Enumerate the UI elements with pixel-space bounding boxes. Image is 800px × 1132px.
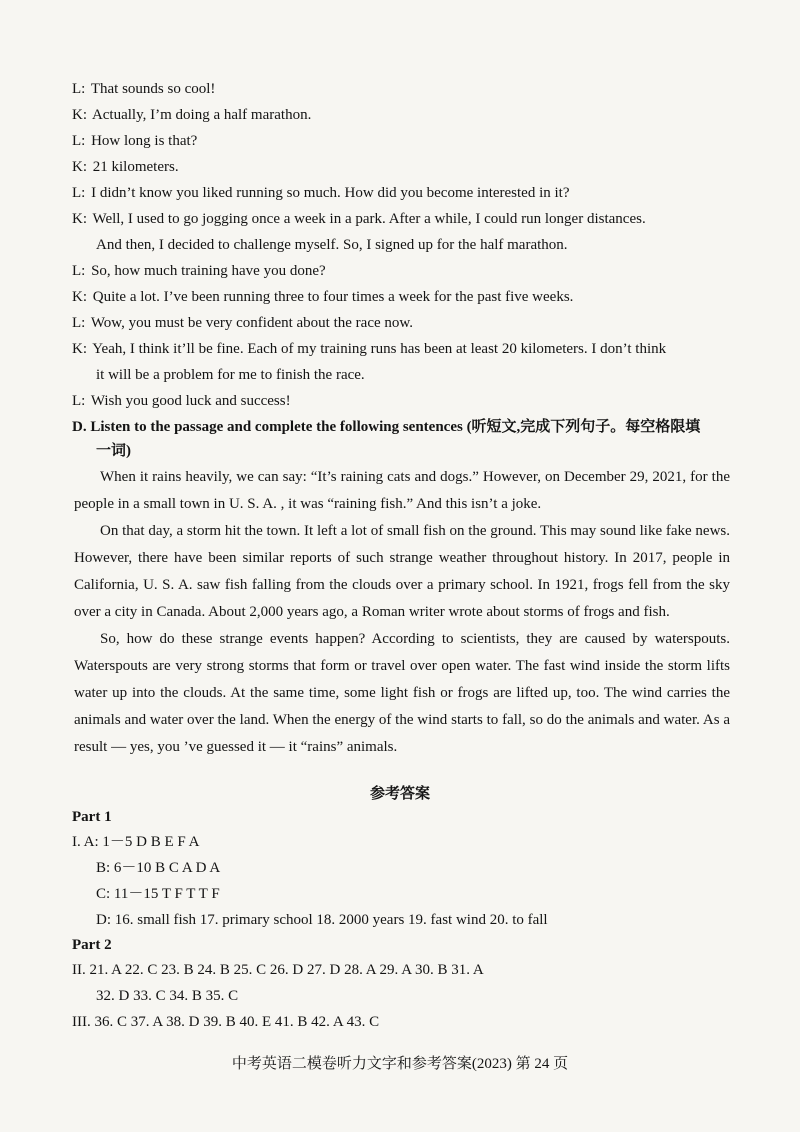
page-footer: 中考英语二模卷听力文字和参考答案(2023) 第 24 页	[231, 1056, 569, 1072]
answer-line: C: 11－15 T F T T F	[96, 886, 220, 902]
answer-line: II. 21. A 22. C 23. B 24. B 25. C 26. D 27. D 28. A 29. A 30. B 31. A	[72, 962, 484, 978]
speaker-label: L:	[72, 185, 86, 201]
answer-line: 32. D 33. C 34. B 35. C	[96, 988, 239, 1004]
passage-paragraph: On that day, a storm hit the town. It left a lot of small fish on the ground. This may sound like fake news. However, there have been similar reports of such strange weather throughout history. In 2017, people in California, U. S. A. saw fish falling from the clouds over a primary school. In 1921, frogs fell from the sky over a city in Canada. About 2,000 years ago, a Roman writer wrote about storms of frogs and fish.	[74, 523, 730, 620]
speaker-label: L:	[72, 315, 86, 331]
answer-line: I. A: 1－5 D B E F A	[72, 834, 200, 850]
dialogue-line	[72, 392, 291, 410]
dialogue-text: 21 kilometers.	[92, 159, 179, 175]
part2-label: Part 2	[72, 937, 112, 953]
section-d-heading: D. Listen to the passage and complete the following sentences (听短文,完成下列句子。每空格限填	[72, 419, 701, 435]
speaker-label: L:	[72, 263, 86, 279]
speaker-label: K:	[72, 289, 87, 305]
speaker-label: L:	[72, 133, 86, 149]
dialogue-line	[96, 236, 568, 254]
answer-line: III. 36. C 37. A 38. D 39. B 40. E 41. B 42. A 43. C	[72, 1014, 380, 1030]
dialogue-line	[72, 288, 573, 306]
section-d-heading-cont: 一词)	[96, 443, 131, 459]
dialogue-line	[96, 366, 365, 384]
passage-paragraph: When it rains heavily, we can say: “It’s raining cats and dogs.” However, on December 29, 2021, for the people in a small town in U. S. A. , it was “raining fish.” And this isn’t a joke.	[74, 469, 730, 512]
answers-title: 参考答案	[369, 786, 430, 802]
dialogue-line	[72, 132, 197, 150]
dialogue-line	[72, 184, 570, 202]
dialogue-text: So, how much training have you done?	[91, 263, 326, 279]
passage	[74, 464, 730, 761]
speaker-label: L:	[72, 81, 86, 97]
dialogue-line	[72, 314, 413, 332]
speaker-label: K:	[72, 211, 87, 227]
dialogue-line	[72, 80, 215, 98]
dialogue-line	[72, 340, 666, 358]
dialogue-text: And then, I decided to challenge myself. So, I signed up for the half marathon.	[96, 237, 568, 253]
dialogue-text: Well, I used to go jogging once a week in a park. After a while, I could run longer distances.	[92, 211, 646, 227]
part1-label: Part 1	[72, 809, 112, 825]
answer-line: D: 16. small fish 17. primary school 18. 2000 years 19. fast wind 20. to fall	[96, 912, 548, 928]
answer-line: B: 6－10 B C A D A	[96, 860, 221, 876]
dialogue-text: it will be a problem for me to finish the race.	[96, 367, 365, 383]
speaker-label: K:	[72, 159, 87, 175]
dialogue-line	[72, 106, 311, 124]
speaker-label: K:	[72, 107, 87, 123]
speaker-label: K:	[72, 341, 87, 357]
dialogue-line	[72, 262, 326, 280]
dialogue-text: Quite a lot. I’ve been running three to four times a week for the past five weeks.	[92, 289, 574, 305]
dialogue-text: I didn’t know you liked running so much. How did you become interested in it?	[91, 185, 570, 201]
dialogue-line	[72, 158, 179, 176]
dialogue-text: Wow, you must be very confident about the race now.	[90, 315, 413, 331]
dialogue-text: Actually, I’m doing a half marathon.	[91, 107, 312, 123]
dialogue-text: How long is that?	[91, 133, 198, 149]
dialogue-line	[72, 210, 646, 228]
dialogue-text: Wish you good luck and success!	[90, 393, 291, 409]
dialogue-text: That sounds so cool!	[90, 81, 216, 97]
dialogue-text: Yeah, I think it’ll be fine. Each of my training runs has been at least 20 kilometers. I don’t think	[92, 341, 667, 357]
speaker-label: L:	[72, 393, 86, 409]
passage-paragraph: So, how do these strange events happen? According to scientists, they are caused by waterspouts. Waterspouts are very strong storms that form or travel over open water. The fast wind inside the storm lifts water up into the clouds. At the same time, some light fish or frogs are lifted up, too. The wind carries the animals and water over the land. When the energy of the wind starts to fall, so do the animals and water. As a result — yes, you ’ve guessed it — it “rains” animals.	[74, 631, 730, 755]
